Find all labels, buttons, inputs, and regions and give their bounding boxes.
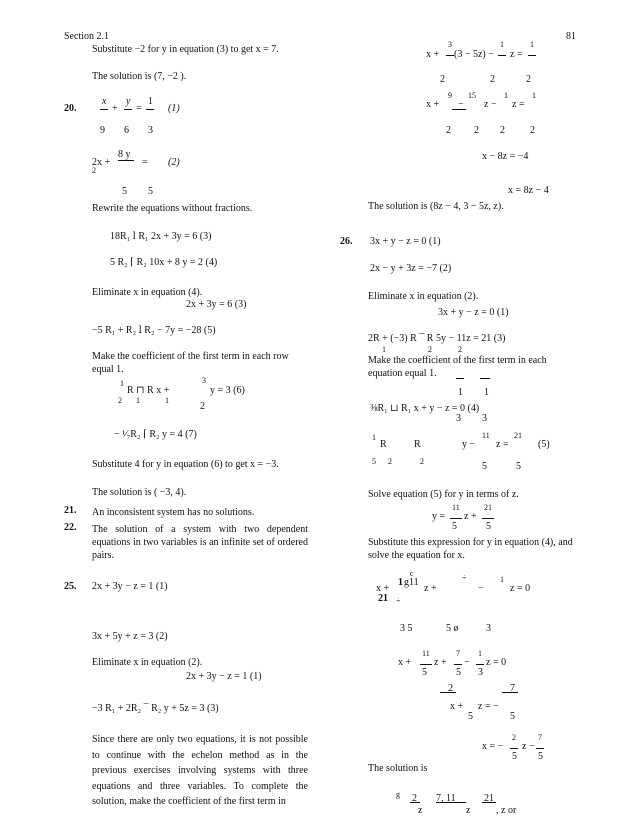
left-column-text-line: Eliminate x in equation (2).: [92, 657, 203, 668]
right-column-text-line: 7: [510, 683, 515, 694]
left-column-text-line: 2x + 3y − z = 1 (1): [92, 581, 168, 592]
right-column-text-line: 2: [474, 125, 479, 136]
left-column-text-line: The solution is (7, −2 ).: [92, 71, 187, 82]
left-column-text-line: 25.: [64, 581, 77, 592]
right-column-text-line: solve the equation for x.: [368, 550, 465, 561]
fraction-bar: [510, 748, 518, 749]
left-column-text-line: Eliminate x in equation (4).: [92, 287, 203, 298]
right-column-text-line: z =: [512, 99, 525, 110]
right-column-text-line: R: [380, 439, 387, 450]
right-column-text-line: equation equal 1.: [368, 368, 437, 379]
right-column-text-line: 21: [378, 593, 388, 604]
left-column-text-line: 3: [148, 125, 153, 136]
fraction-bar: [480, 378, 490, 379]
right-column-text-line: 5: [482, 461, 487, 472]
right-column-text-line: y =: [432, 511, 446, 522]
right-column-text-line: z =: [510, 49, 523, 60]
fraction-bar: [452, 109, 466, 110]
right-column-text-line: x − 8z = −4: [482, 151, 529, 162]
left-column-text-line: The solution is ( −3, 4).: [92, 487, 187, 498]
right-column-text-line: 2: [512, 733, 516, 742]
exercise-21-text: An inconsistent system has no solutions.: [92, 507, 255, 518]
right-column-text-line: 2: [428, 345, 432, 354]
right-column-text-line: z +: [424, 583, 437, 594]
right-column-text-line: −: [464, 657, 470, 668]
right-column-text-line: 15: [468, 91, 476, 100]
right-column-text-line: 2: [530, 125, 535, 136]
right-column-text-line: 5: [456, 667, 461, 678]
right-column-text-line: 1: [458, 387, 463, 398]
fraction-bar: [528, 55, 536, 56]
right-column-text-line: 2: [458, 345, 462, 354]
right-column-text-line: Make the coefficient of the first term in each: [368, 355, 547, 366]
left-column-text-line: 5: [148, 186, 153, 197]
fraction-bar: [482, 802, 496, 803]
right-column-text-line: 2: [440, 74, 445, 85]
right-column-text-line: 2: [448, 683, 453, 694]
right-column-text-line: 2R + (−3) R ¯ R 5y − 11z = 21 (3): [368, 333, 506, 344]
left-column-text-line: Substitute 4 for y in equation (6) to get x = −3.: [92, 459, 279, 470]
right-column-text-line: −: [478, 583, 484, 594]
left-column-text-line: 2: [118, 396, 122, 405]
left-column-text-line: +: [112, 103, 118, 114]
right-column-text-line: 2: [420, 457, 424, 466]
fraction-bar: [440, 692, 456, 693]
right-column-text-line: 3 5: [400, 623, 413, 634]
right-column-text-line: 5 ø: [446, 623, 459, 634]
left-column-text-line: 2: [92, 166, 96, 175]
right-column-text-line: 1: [500, 575, 504, 584]
right-column-text-line: 11: [422, 649, 430, 658]
exercise-22-text: The solution of a system with two dependent equations in two variables is an infinite set of ordered pairs.: [92, 524, 308, 562]
left-column-text-line: y: [126, 96, 131, 107]
left-column-text-line: −5 R₁ + R₂ ⅼ R₂ − 7y = −28 (5): [92, 325, 216, 336]
right-column-text-line: Solve equation (5) for y in terms of z.: [368, 489, 519, 500]
right-column-text-line: 9: [448, 91, 452, 100]
left-column-text-line: 2x +: [92, 157, 111, 168]
right-column-text-line: ⅜R₁ ⊔ R₁ x + y − z = 0 (4): [370, 403, 480, 414]
right-column-text-line: 3: [448, 40, 452, 49]
left-column-text-line: 2x + 3y − z = 1 (1): [186, 671, 262, 682]
right-column-text-line: 5: [422, 667, 427, 678]
left-column-text-line: 9: [100, 125, 105, 136]
right-column-text-line: Substitute this expression for y in equation (4), and: [368, 537, 573, 548]
overline-mark: [456, 378, 464, 379]
left-column-text-line: =: [142, 157, 148, 168]
right-column-text-line: z +: [464, 511, 477, 522]
right-column-text-line: x +: [426, 49, 440, 60]
left-column-text-line: 1: [120, 379, 124, 388]
left-column-text-line: −3 R₁ + 2R₂ ¯ R₂ y + 5z = 3 (3): [92, 703, 219, 714]
right-column-text-line: 7: [456, 649, 460, 658]
left-column-text-line: 21.: [64, 505, 77, 516]
right-column-text-line: z +: [434, 657, 447, 668]
right-column-text-line: , z or: [496, 805, 517, 816]
right-column-text-line: 1: [504, 91, 508, 100]
right-column-text-line: 1: [532, 91, 536, 100]
right-column-text-line: z = 0: [510, 583, 531, 594]
left-column-text-line: 1: [148, 96, 153, 107]
right-column-text-line: 7, 11: [436, 793, 456, 804]
right-column-text-line: 5: [516, 461, 521, 472]
left-column-text-line: 1: [136, 396, 140, 405]
right-column-text-line: y −: [462, 439, 476, 450]
fraction-bar: [476, 664, 484, 665]
left-column-text-line: x: [102, 96, 107, 107]
right-column-text-line: z: [418, 805, 423, 816]
right-column-text-line: x = −: [482, 741, 504, 752]
right-column-text-line: 21: [484, 793, 494, 804]
right-column-text-line: x +: [426, 99, 440, 110]
right-column-text-line: z = −: [478, 701, 499, 712]
left-column-text-line: 3: [202, 376, 206, 385]
left-column-text-line: 5 R₂ ⌈ R₂ 10x + 8 y = 2 (4): [110, 257, 218, 268]
left-column-text-line: Rewrite the equations without fractions.: [92, 203, 253, 214]
left-column-text-line: 18R₁ ⅼ R₁ 2x + 3y = 6 (3): [110, 231, 212, 242]
right-column-text-line: Eliminate x in equation (2).: [368, 291, 479, 302]
page-number: 81: [566, 31, 576, 42]
right-column-text-line: The solution is (8z − 4, 3 − 5z, z).: [368, 201, 504, 212]
fraction-bar: [536, 748, 544, 749]
left-column-text-line: 8 y: [118, 149, 131, 160]
right-column-text-line: 5: [372, 457, 376, 466]
fraction-bar: [450, 518, 462, 519]
fraction-bar: [420, 664, 432, 665]
fraction-bar: [118, 160, 134, 161]
left-column-text-line: 5: [122, 186, 127, 197]
right-column-text-line: z =: [496, 439, 509, 450]
right-column-text-line: x +: [376, 583, 390, 594]
right-column-text-line: g: [396, 790, 400, 799]
right-column-text-line: 1: [372, 433, 376, 442]
right-column-text-line: 2: [526, 74, 531, 85]
right-column-text-line: 1: [500, 40, 504, 49]
right-column-text-line: 1: [382, 345, 386, 354]
right-column-text-line: (3 − 5z) −: [454, 49, 494, 60]
right-column-text-line: c: [410, 569, 414, 578]
left-column-text-line: Substitute −2 for y in equation (3) to get x = 7.: [92, 44, 279, 55]
right-column-text-line: −: [458, 99, 464, 110]
left-column-text-line: Make the coefficient of the first term in each row: [92, 351, 289, 362]
right-column-text-line: z: [466, 805, 471, 816]
right-column-text-line: 2: [412, 793, 417, 804]
right-column-text-line: 3: [486, 623, 491, 634]
right-column-text-line: 5: [452, 521, 457, 532]
left-column-text-line: (1): [168, 103, 180, 114]
left-column-text-line: equal 1.: [92, 364, 124, 375]
left-column-text-line: 2x + 3y = 6 (3): [186, 299, 247, 310]
fraction-bar: [446, 55, 454, 56]
right-column-text-line: R: [414, 439, 421, 450]
right-column-text-line: z −: [522, 741, 535, 752]
right-column-text-line: 3x + y − z = 0 (1): [370, 236, 441, 247]
right-column-text-line: ÷: [396, 596, 401, 605]
fraction-bar: [124, 109, 132, 110]
right-column-text-line: 3: [456, 413, 461, 424]
right-column-text-line: 11: [452, 503, 460, 512]
right-column-text-line: 21: [514, 431, 522, 440]
right-column-text-line: 1: [478, 649, 482, 658]
right-column-text-line: 3x + y − z = 0 (1): [438, 307, 509, 318]
right-column-text-line: x +: [450, 701, 464, 712]
right-column-text-line: z −: [484, 99, 497, 110]
left-column-text-line: 22.: [64, 522, 77, 533]
right-column-text-line: 5: [468, 711, 473, 722]
right-column-text-line: 3: [478, 667, 483, 678]
left-column-text-line: 3x + 5y + z = 3 (2): [92, 631, 168, 642]
fraction-bar: [410, 802, 420, 803]
right-column-text-line: ÷: [462, 573, 467, 582]
right-column-text-line: 11: [482, 431, 490, 440]
right-column-text-line: g11: [404, 577, 419, 588]
fraction-bar: [100, 109, 108, 110]
right-column-text-line: 7: [538, 733, 542, 742]
right-column-text-line: 2: [490, 74, 495, 85]
page-header-section: Section 2.1: [64, 31, 109, 42]
left-column-text-line: R ⊓ R x +: [127, 385, 170, 396]
exercise-25-paragraph: Since there are only two equations, it is not possible to continue with the echelon method as in the previous exercises involving systems with three equations and three variables. To complete the solution, make the coefficient of the first term in: [92, 734, 308, 807]
left-column-text-line: =: [136, 103, 142, 114]
right-column-text-line: 21: [484, 503, 492, 512]
right-column-text-line: 2: [446, 125, 451, 136]
right-column-text-line: 26.: [340, 236, 353, 247]
right-column-text-line: 5: [512, 751, 517, 762]
right-column-text-line: 3: [482, 413, 487, 424]
right-column-text-line: 1: [484, 387, 489, 398]
right-column-text-line: x = 8z − 4: [508, 185, 549, 196]
right-column-text-line: 2: [388, 457, 392, 466]
right-column-text-line: 2x − y + 3z = −7 (2): [370, 263, 452, 274]
left-column-text-line: y = 3 (6): [210, 385, 245, 396]
left-column-text-line: 6: [124, 125, 129, 136]
fraction-bar: [436, 802, 466, 803]
left-column-text-line: 20.: [64, 103, 77, 114]
fraction-bar: [482, 518, 494, 519]
fraction-bar: [498, 55, 506, 56]
right-column-text-line: The solution is: [368, 763, 428, 774]
right-column-text-line: z = 0: [486, 657, 507, 668]
right-column-text-line: 2: [500, 125, 505, 136]
left-column-text-line: − ¹⁄₇R₂ ⌈ R₂ y = 4 (7): [114, 429, 197, 440]
fraction-bar: [502, 692, 518, 693]
fraction-bar: [146, 109, 154, 110]
right-column-text-line: x +: [398, 657, 412, 668]
right-column-text-line: 5: [538, 751, 543, 762]
right-column-text-line: 5: [510, 711, 515, 722]
right-column-text-line: (5): [538, 439, 550, 450]
left-column-text-line: 2: [200, 401, 205, 412]
left-column-text-line: 1: [165, 396, 169, 405]
left-column-text-line: (2): [168, 157, 180, 168]
right-column-text-line: 5: [486, 521, 491, 532]
right-column-text-line: 1: [530, 40, 534, 49]
fraction-bar: [454, 664, 462, 665]
right-column-text-line: 1: [398, 577, 403, 588]
